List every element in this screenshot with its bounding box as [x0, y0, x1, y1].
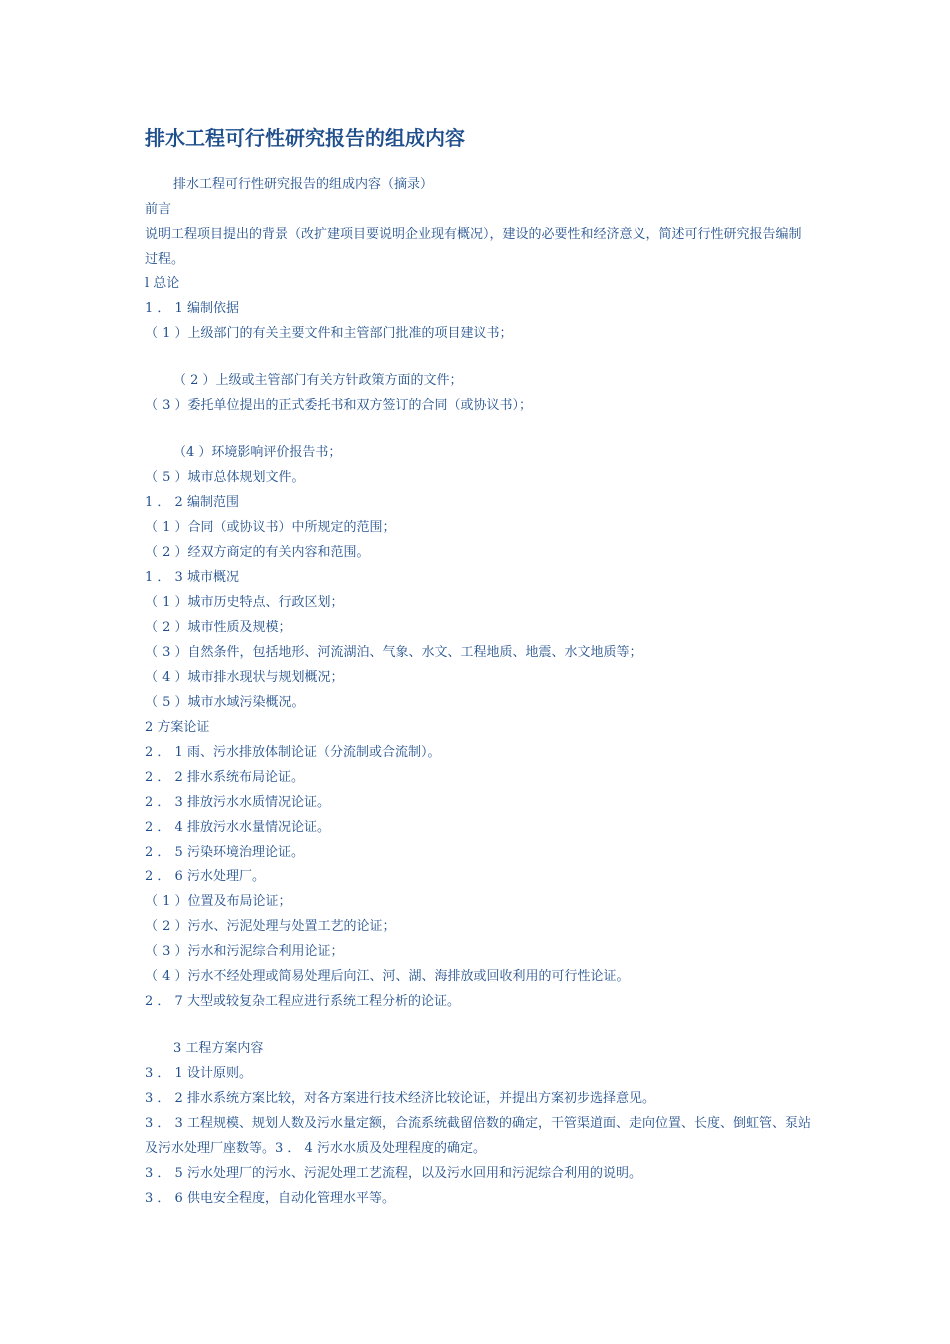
- list-item: （ 4 ）城市排水现状与规划概况；: [145, 670, 344, 685]
- list-item: （ 2 ）污水、污泥处理与处置工艺的论证；: [145, 919, 396, 934]
- section-heading-3: 3 工程方案内容: [173, 1041, 264, 1056]
- subsection-heading: 2 ． 5 污染环境治理论证。: [145, 845, 304, 860]
- list-item: （ 5 ）城市总体规划文件。: [145, 470, 305, 485]
- list-item: （ 2 ）上级或主管部门有关方针政策方面的文件；: [173, 373, 463, 388]
- subsection-heading: 3 ． 5 污水处理厂的污水、污泥处理工艺流程，以及污水回用和污泥综合利用的说明。: [145, 1166, 642, 1181]
- subsection-paragraph: 3 ． 3 工程规模、规划人数及污水量定额，合流系统截留倍数的确定，干管渠道面、走向位置、长度、倒虹管、泵站及污水处理厂座数等。3 ． 4 污水水质及处理程度的确定。: [145, 1116, 811, 1156]
- subsection-heading: 2 ． 4 排放污水水量情况论证。: [145, 820, 330, 835]
- list-item: （ 2 ）经双方商定的有关内容和范围。: [145, 545, 370, 560]
- subsection-heading: 2 ． 1 雨、污水排放体制论证（分流制或合流制）。: [145, 745, 441, 760]
- subsection-heading: 3 ． 1 设计原则。: [145, 1066, 252, 1081]
- subsection-heading: 1 ． 1 编制依据: [145, 301, 239, 316]
- list-item: （ 1 ）上级部门的有关主要文件和主管部门批准的项目建议书；: [145, 326, 513, 341]
- document-title: 排水工程可行性研究报告的组成内容: [145, 126, 465, 150]
- list-item: （ 1 ）合同（或协议书）中所规定的范围；: [145, 520, 396, 535]
- subsection-heading: 1 ． 3 城市概况: [145, 570, 239, 585]
- list-item: （ 3 ）自然条件，包括地形、河流湖泊、气象、水文、工程地质、地震、水文地质等；: [145, 645, 643, 660]
- subsection-heading: 2 ． 2 排水系统布局论证。: [145, 770, 304, 785]
- subsection-heading: 2 ． 6 污水处理厂。: [145, 869, 265, 884]
- list-item: （ 5 ）城市水域污染概况。: [145, 695, 305, 710]
- subtitle-line: 排水工程可行性研究报告的组成内容（摘录）: [173, 177, 434, 192]
- section-heading-2: 2 方案论证: [145, 720, 210, 735]
- section-heading-1: l 总论: [145, 276, 180, 291]
- subsection-heading: 3 ． 6 供电安全程度，自动化管理水平等。: [145, 1191, 395, 1206]
- section-heading-preface: 前言: [145, 202, 172, 217]
- list-item: （ 1 ）位置及布局论证；: [145, 894, 292, 909]
- subsection-heading: 3 ． 2 排水系统方案比较，对各方案进行技术经济比较论证，并提出方案初步选择意见。: [145, 1091, 655, 1106]
- preface-paragraph: 说明工程项目提出的背景（改扩建项目要说明企业现有概况），建设的必要性和经济意义，简述可行性研究报告编制过程。: [145, 227, 802, 267]
- list-item: （ 1 ）城市历史特点、行政区划；: [145, 595, 344, 610]
- subsection-heading: 1 ． 2 编制范围: [145, 495, 239, 510]
- list-item: （ 3 ）污水和污泥综合利用论证；: [145, 944, 344, 959]
- list-item: （ 3 ）委托单位提出的正式委托书和双方签订的合同（或协议书）；: [145, 398, 533, 413]
- list-item: （ 2 ）城市性质及规模；: [145, 620, 292, 635]
- list-item: （ 4 ）污水不经处理或简易处理后向江、河、湖、海排放或回收利用的可行性论证。: [145, 969, 630, 984]
- subsection-heading: 2 ． 3 排放污水水质情况论证。: [145, 795, 330, 810]
- list-item: （4 ）环境影响评价报告书；: [173, 445, 342, 460]
- subsection-heading: 2 ． 7 大型或较复杂工程应进行系统工程分析的论证。: [145, 994, 460, 1009]
